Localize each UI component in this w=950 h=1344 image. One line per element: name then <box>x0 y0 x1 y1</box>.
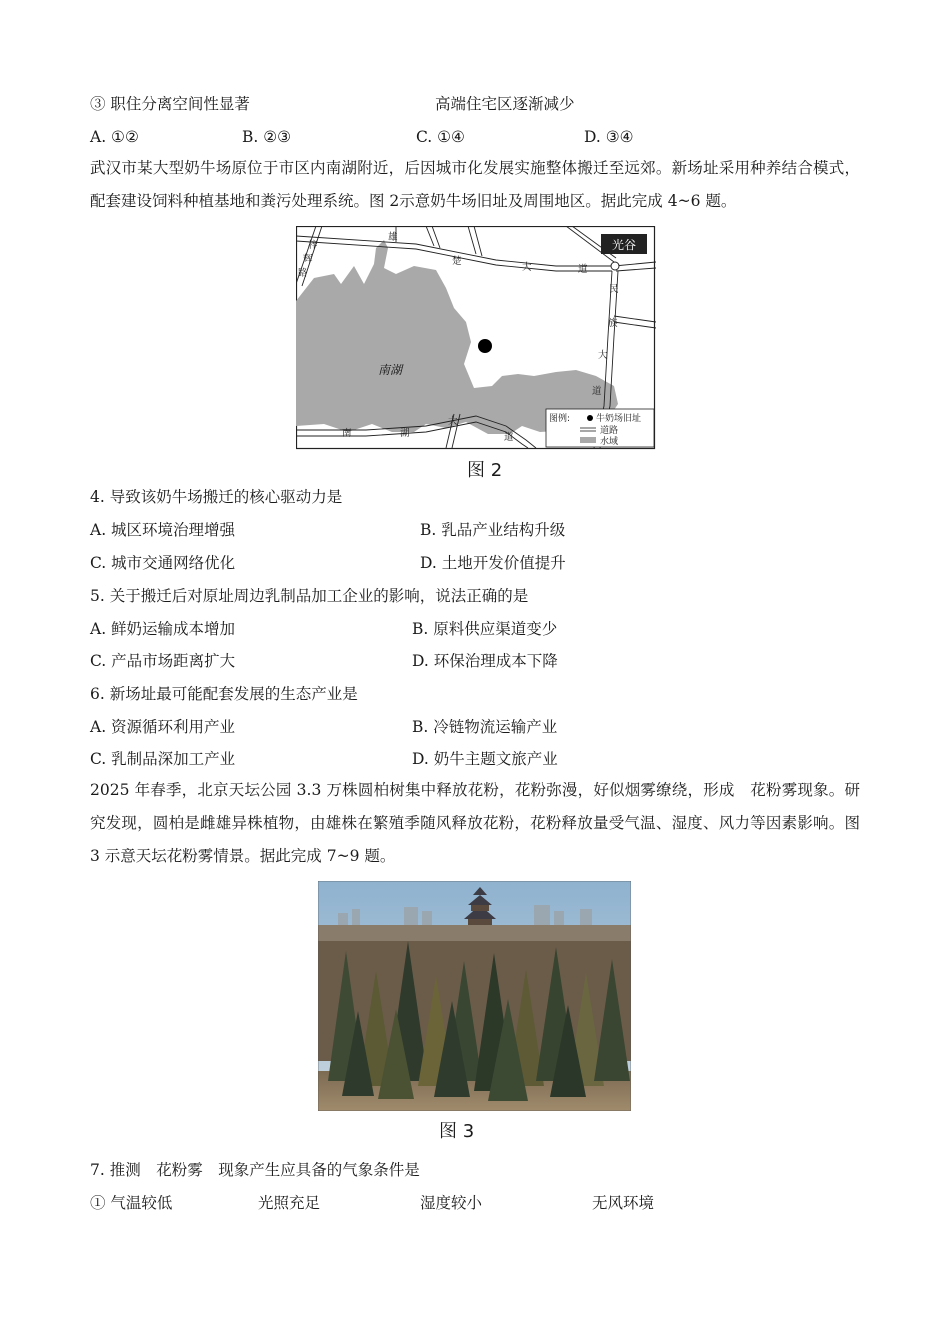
figure-3-caption: 图 3 <box>439 1121 475 1142</box>
bottom-road-label-1: 南 <box>342 428 352 439</box>
legend-water-icon <box>580 437 596 443</box>
question-7-item-3: 湿度较小 <box>420 1194 483 1212</box>
question-4-stem: 4. 导致该奶牛场搬迁的核心驱动力是 <box>90 488 343 506</box>
figure-3-photo <box>318 881 631 1111</box>
legend-road-label: 道路 <box>600 426 619 436</box>
question-4-option-d: D. 土地开发价值提升 <box>420 554 566 572</box>
top-road-label-4: 道 <box>578 264 588 275</box>
intro-questions-7-9: 2025 年春季，北京天坛公园 3.3 万株圆柏树集中释放花粉，花粉弥漫，好似烟雾缭绕，形成 花粉雾现象。研究发现，圆柏是雌雄异株植物，由雄株在繁殖季随风释放花粉，花粉释放量受气温、湿度、风力等因素影响。图 3 示意天坛花粉雾情景。据此完成 7~9 题。 <box>90 781 860 865</box>
nanhu-label: 南湖 <box>378 363 403 377</box>
question-6-option-c: C. 乳制品深加工产业 <box>90 750 236 768</box>
question-5-option-c: C. 产品市场距离扩大 <box>90 652 236 670</box>
question-7-item-2: 光照充足 <box>258 1194 321 1212</box>
bottom-road-label-2: 湖 <box>400 428 410 439</box>
top-road-label-3: 大 <box>522 262 532 273</box>
question-4-option-b: B. 乳品产业结构升级 <box>420 521 566 539</box>
legend-water-label: 水域 <box>600 437 619 447</box>
question-7-item-4: 无风环境 <box>592 1194 655 1212</box>
q3-option-4: 高端住宅区逐渐减少 <box>435 95 575 113</box>
q3-choice-d: D. ③④ <box>584 128 634 146</box>
left-road-label-3: 路 <box>298 268 308 279</box>
q3-choice-b: B. ②③ <box>242 128 292 146</box>
question-7-stem: 7. 推测 花粉雾 现象产生应具备的气象条件是 <box>90 1161 420 1179</box>
question-5-stem: 5. 关于搬迁后对原址周边乳制品加工企业的影响，说法正确的是 <box>90 587 529 605</box>
right-road-label-3: 大 <box>598 350 608 361</box>
q3-option-3: ③ 职住分离空间性显著 <box>90 95 250 113</box>
legend-title: 图例: <box>549 414 571 424</box>
question-7-item-1: ① 气温较低 <box>90 1194 173 1212</box>
top-road-label-2: 楚 <box>452 256 462 267</box>
figure-2-map <box>296 226 656 450</box>
question-6-option-b: B. 冷链物流运输产业 <box>412 718 558 736</box>
bottom-road-label-4: 道 <box>504 432 514 443</box>
question-4-option-c: C. 城市交通网络优化 <box>90 554 236 572</box>
question-5-option-d: D. 环保治理成本下降 <box>412 652 558 670</box>
guanggu-label: 光谷 <box>611 238 637 252</box>
figure-2-caption: 图 2 <box>467 460 503 481</box>
legend-farm-icon <box>587 415 593 421</box>
q3-choice-c: C. ①④ <box>416 128 465 146</box>
map-legend <box>546 409 654 447</box>
left-road-label-2: 辉 <box>303 254 313 265</box>
question-4-option-a: A. 城区环境治理增强 <box>90 521 236 539</box>
legend-farm-label: 牛奶场旧址 <box>596 414 642 424</box>
old-farm-site-marker <box>478 339 492 353</box>
question-6-stem: 6. 新场址最可能配套发展的生态产业是 <box>90 685 358 703</box>
intro-questions-4-6: 武汉市某大型奶牛场原位于市区内南湖附近，后因城市化发展实施整体搬迁至远郊。新场址采用种养结合模式，配套建设饲料种植基地和粪污处理系统。图 2示意奶牛场旧址及周围地区。据此完成 4~6 题。 <box>90 159 860 210</box>
right-road-label-1: 民 <box>609 284 619 295</box>
left-road-label-1: 梓 <box>308 240 318 251</box>
question-5-option-b: B. 原料供应渠道变少 <box>412 620 558 638</box>
right-road-label-2: 族 <box>608 318 618 329</box>
right-road-label-4: 道 <box>592 386 602 397</box>
q3-choice-a: A. ①② <box>90 128 139 146</box>
top-road-label-1: 雄 <box>388 232 398 243</box>
bottom-road-label-3: 大 <box>448 416 458 427</box>
question-6-option-a: A. 资源循环利用产业 <box>90 718 236 736</box>
question-5-option-a: A. 鲜奶运输成本增加 <box>90 620 236 638</box>
question-6-option-d: D. 奶牛主题文旅产业 <box>412 750 558 768</box>
